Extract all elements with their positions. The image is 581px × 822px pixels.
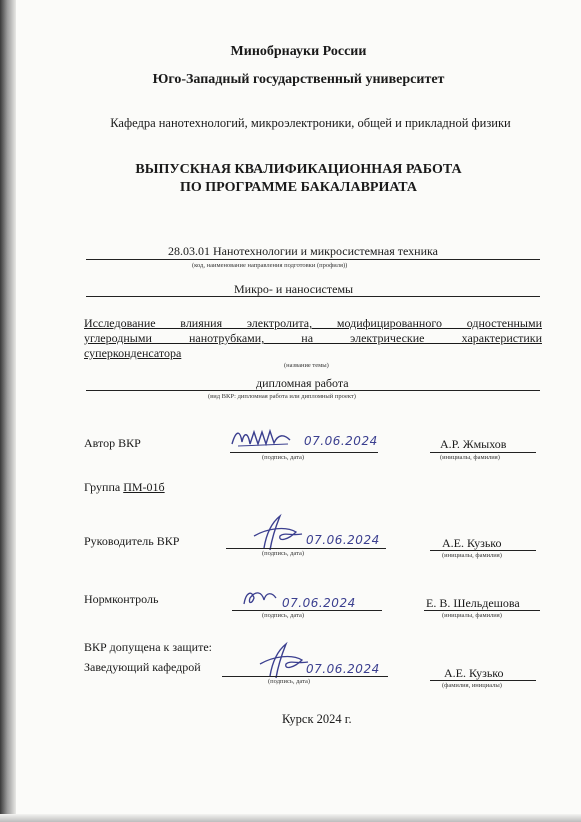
head-name-caption: (фамилия, инициалы) [442, 682, 502, 689]
supervisor-signature [250, 512, 310, 552]
normcontrol-label: Нормконтроль [84, 592, 159, 606]
author-sign-line [230, 452, 378, 453]
theme-line-1: Исследование влияния электролита, модифицированного одностенными [84, 316, 542, 330]
head-sign-caption: (подпись, дата) [268, 678, 311, 685]
admitted-label: ВКР допущена к защите: [84, 640, 212, 654]
normcontrol-name-line [424, 610, 540, 611]
theme-caption: (название темы) [284, 362, 329, 369]
head-label: Заведующий кафедрой [84, 660, 201, 674]
normcontrol-sign-caption: (подпись, дата) [262, 612, 305, 619]
normcontrol-sign-line [232, 610, 382, 611]
head-name-line [430, 680, 536, 681]
direction-value: 28.03.01 Нанотехнологии и микросистемная техника [168, 244, 438, 258]
supervisor-name: А.Е. Кузько [442, 536, 502, 550]
supervisor-label: Руководитель ВКР [84, 534, 180, 548]
author-label: Автор ВКР [84, 436, 141, 450]
normcontrol-name-caption: (инициалы, фамилия) [442, 612, 502, 619]
supervisor-name-line [430, 550, 536, 551]
supervisor-sign-caption: (подпись, дата) [262, 550, 305, 557]
theme-line-3: суперконденсатора [84, 346, 182, 360]
theme-line-2: углеродными нанотрубками, на электрические характеристики [84, 331, 542, 345]
department-name: Кафедра нанотехнологий, микроэлектроники, общей и прикладной физики [110, 116, 511, 130]
author-date: 07.06.2024 [304, 434, 378, 448]
author-name: А.Р. Жмыхов [440, 437, 507, 451]
supervisor-name-caption: (инициалы, фамилия) [442, 552, 502, 559]
head-name: А.Е. Кузько [444, 666, 504, 680]
head-sign-line [222, 676, 388, 677]
work-type-value: дипломная работа [256, 376, 349, 390]
document-title-line2: ПО ПРОГРАММЕ БАКАЛАВРИАТА [180, 180, 417, 195]
author-sign-caption: (подпись, дата) [262, 454, 305, 461]
supervisor-sign-line [226, 548, 386, 549]
city-year: Курск 2024 г. [282, 712, 352, 726]
direction-underline [86, 259, 540, 260]
author-signature [228, 426, 300, 452]
author-name-line [430, 452, 536, 453]
author-name-caption: (инициалы, фамилия) [440, 454, 500, 461]
direction-caption: (код, наименование направления подготовки (профиля)) [192, 262, 348, 269]
profile-value: Микро- и наносистемы [234, 282, 354, 296]
university-name: Юго-Западный государственный университет [152, 72, 445, 87]
scan-edge-left [0, 0, 16, 822]
document-title-line1: ВЫПУСКНАЯ КВАЛИФИКАЦИОННАЯ РАБОТА [135, 162, 462, 177]
normcontrol-date: 07.06.2024 [282, 596, 356, 610]
ministry-name: Минобрнауки России [230, 44, 367, 59]
group-value: ПМ-01б [123, 480, 165, 494]
head-date: 07.06.2024 [306, 662, 380, 676]
work-type-caption: (вид ВКР: дипломная работа или дипломный проект) [208, 393, 356, 400]
supervisor-date: 07.06.2024 [306, 533, 380, 547]
scan-edge-bottom [0, 814, 581, 822]
group-label: Группа ПМ-01б [84, 480, 165, 494]
normcontrol-name: Е. В. Шельдешова [426, 596, 520, 610]
normcontrol-signature [240, 586, 280, 612]
